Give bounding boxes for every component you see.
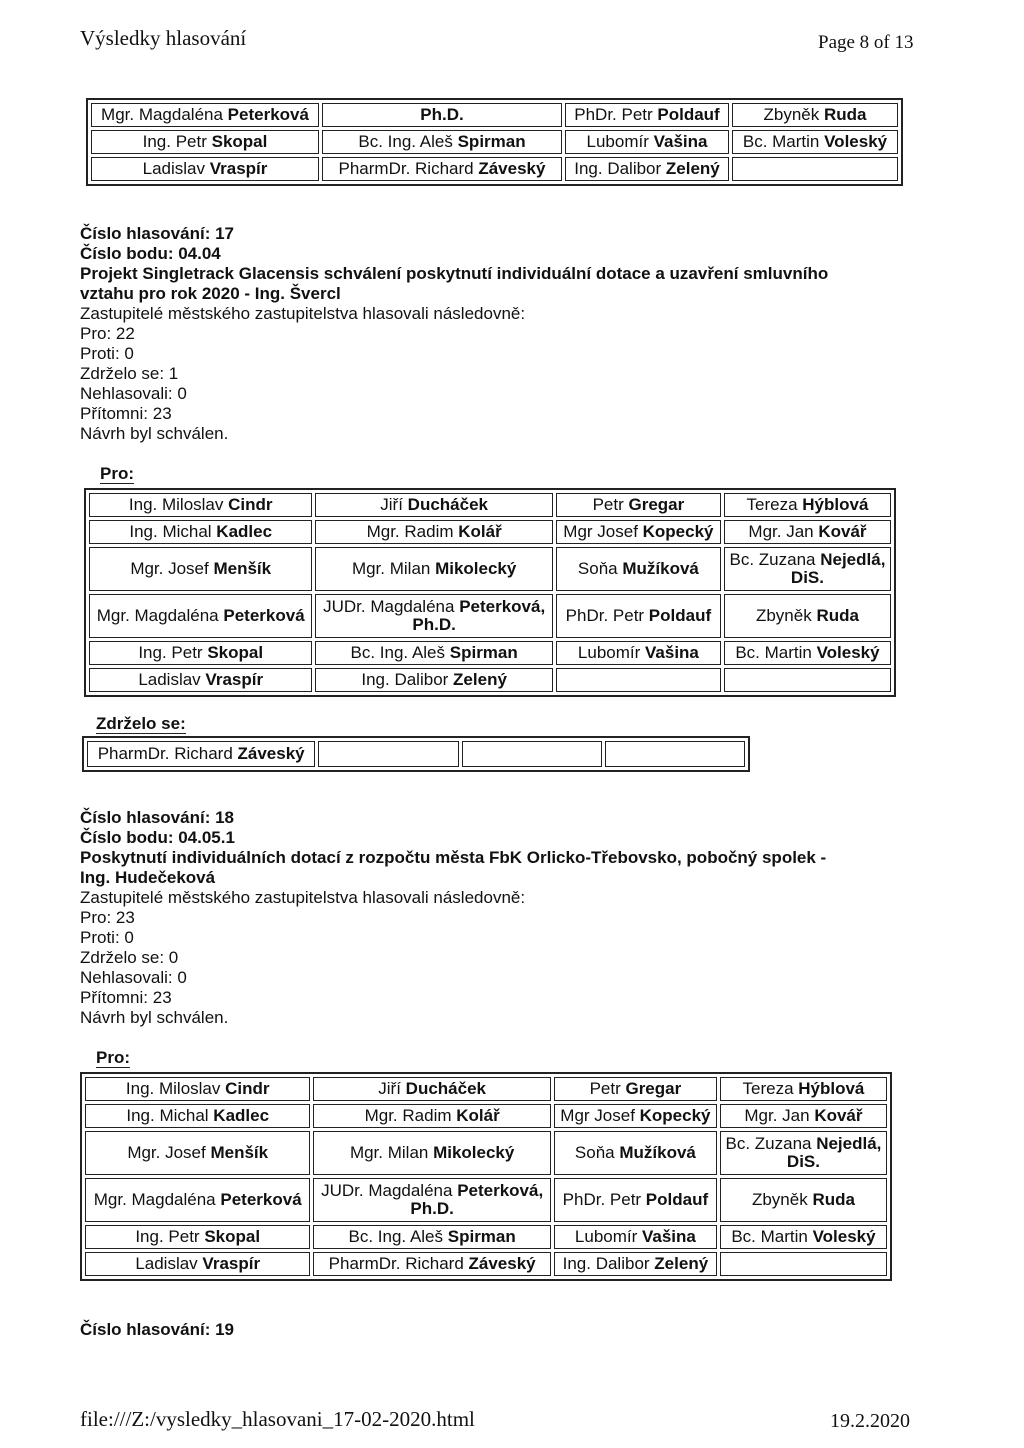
member-surname: Záveský — [468, 1254, 536, 1273]
vote-17-section — [80, 224, 828, 444]
member-surname: Poldauf — [648, 606, 712, 625]
member-title-given-name: Mgr. Magdaléna — [93, 1190, 221, 1209]
member-title-given-name: Jiří — [378, 1079, 406, 1098]
member-title-given-name: JUDr. Magdaléna — [323, 597, 460, 616]
table-row — [89, 668, 891, 692]
member-title-given-name: PharmDr. Richard — [97, 744, 238, 763]
member-surname: Ph.D. — [420, 105, 464, 124]
member-cell — [313, 1252, 550, 1276]
member-title-given-name: Mgr. Josef — [127, 1143, 211, 1162]
member-title-given-name: Mgr. Milan — [349, 1143, 434, 1162]
member-cell — [315, 493, 552, 517]
member-cell — [724, 641, 891, 665]
member-cell — [313, 1104, 550, 1128]
member-title-given-name: Mgr. Jan — [748, 522, 819, 541]
member-surname: Ruda — [816, 606, 859, 625]
member-cell — [724, 547, 891, 591]
member-title-given-name: Ing. Michal — [126, 1106, 214, 1125]
member-cell — [315, 520, 552, 544]
member-cell — [315, 547, 552, 591]
member-title-given-name: Tereza — [742, 1079, 799, 1098]
table-row — [91, 103, 898, 127]
member-cell — [720, 1252, 887, 1276]
member-surname: Vraspír — [209, 159, 268, 178]
member-title-given-name: Bc. Zuzana — [725, 1134, 817, 1153]
member-cell — [322, 130, 562, 154]
table-row — [85, 1178, 887, 1222]
member-surname: Mužíková — [619, 1143, 696, 1162]
member-cell — [89, 641, 312, 665]
member-title-given-name: Ing. Miloslav — [128, 495, 229, 514]
member-cell — [556, 641, 721, 665]
count-nehlasovali: Nehlasovali: 0 — [80, 384, 187, 403]
member-cell — [556, 493, 721, 517]
member-surname: Mikolecký — [433, 1143, 515, 1162]
member-surname: Vašina — [642, 1227, 696, 1246]
vote-title-cont: vztahu pro rok 2020 - Ing. Švercl — [80, 284, 341, 303]
member-surname: Poldauf — [657, 105, 720, 124]
member-title-given-name: Bc. Martin — [731, 1227, 813, 1246]
member-cell — [732, 103, 898, 127]
member-title-given-name: Soňa — [574, 1143, 620, 1162]
member-title-given-name: Zbyněk — [751, 1190, 813, 1209]
member-cell — [732, 157, 898, 181]
member-title-given-name: Petr — [592, 495, 629, 514]
member-title-given-name: Ing. Petr — [135, 1227, 205, 1246]
member-surname: Mužíková — [622, 559, 699, 578]
member-surname: Ducháček — [405, 1079, 486, 1098]
table-row — [87, 741, 745, 767]
member-cell — [724, 594, 891, 638]
member-cell — [85, 1104, 310, 1128]
member-cell — [554, 1077, 717, 1101]
member-title-given-name: Mgr. Milan — [351, 559, 436, 578]
member-surname: Spirman — [447, 1227, 516, 1246]
member-title-given-name: Mgr. Magdaléna — [101, 105, 228, 124]
member-surname: Poldauf — [645, 1190, 709, 1209]
member-surname: Mikolecký — [435, 559, 517, 578]
member-cell — [85, 1225, 310, 1249]
vote-title: Poskytnutí individuálních dotací z rozpočtu města FbK Orlicko-Třebovsko, pobočný spolek - — [80, 848, 827, 867]
member-cell — [565, 103, 729, 127]
table-row — [85, 1252, 887, 1276]
member-title-given-name: Mgr Josef — [560, 1106, 640, 1125]
member-cell — [554, 1225, 717, 1249]
count-proti: Proti: 0 — [80, 928, 134, 947]
member-title-given-name: Mgr Josef — [563, 522, 643, 541]
member-surname: Gregar — [625, 1079, 682, 1098]
vote-17-pro-table — [84, 488, 896, 697]
member-cell — [322, 157, 562, 181]
member-cell — [720, 1225, 887, 1249]
member-cell — [556, 547, 721, 591]
member-title-given-name: Bc. Ing. Aleš — [350, 643, 450, 662]
member-cell — [318, 741, 458, 767]
count-proti: Proti: 0 — [80, 344, 134, 363]
member-title-given-name: Bc. Martin — [742, 132, 825, 151]
member-surname: Voleský — [812, 1227, 876, 1246]
member-surname: Kadlec — [213, 1106, 270, 1125]
member-title-given-name: Lubomír — [577, 643, 646, 662]
vote-intro: Zastupitelé městského zastupitelstva hlasovali následovně: — [80, 304, 526, 323]
member-cell — [556, 594, 721, 638]
member-surname: Zelený — [654, 1254, 709, 1273]
member-surname: Vašina — [645, 643, 699, 662]
member-surname: Skopal — [207, 643, 264, 662]
member-cell — [462, 741, 602, 767]
member-surname: Peterková — [227, 105, 309, 124]
member-title-given-name: Petr — [589, 1079, 626, 1098]
member-surname: Záveský — [237, 744, 305, 763]
member-title-given-name: PharmDr. Richard — [328, 1254, 469, 1273]
member-cell — [556, 668, 721, 692]
member-title-given-name: Zbyněk — [755, 606, 817, 625]
vote-18-pro-table — [80, 1072, 892, 1281]
member-title-given-name: Ladislav — [142, 159, 210, 178]
table-row — [85, 1225, 887, 1249]
member-surname: Kovář — [814, 1106, 863, 1125]
member-cell — [89, 547, 312, 591]
member-cell — [322, 103, 562, 127]
member-surname: Kolář — [456, 1106, 500, 1125]
count-nehlasovali: Nehlasovali: 0 — [80, 968, 187, 987]
member-surname: Spirman — [449, 643, 518, 662]
member-title-given-name: PhDr. Petr — [565, 606, 649, 625]
member-cell — [720, 1178, 887, 1222]
member-title-given-name: Bc. Zuzana — [729, 550, 821, 569]
member-cell — [565, 157, 729, 181]
table-row — [91, 157, 898, 181]
member-surname: Peterková, Ph.D. — [412, 597, 546, 634]
vote-number: Číslo hlasování: 18 — [80, 808, 234, 827]
table-row — [85, 1131, 887, 1175]
footer-url: file:///Z:/vysledky_hlasovani_17-02-2020.html — [80, 1407, 475, 1431]
member-surname: Nejedlá, DiS. — [786, 1134, 882, 1171]
member-surname: Nejedlá, DiS. — [790, 550, 886, 587]
member-surname: Peterková — [223, 606, 305, 625]
vote-18-section — [80, 808, 826, 1028]
member-cell — [89, 520, 312, 544]
member-surname: Zelený — [665, 159, 720, 178]
member-surname: Menšík — [210, 1143, 269, 1162]
member-title-given-name: Mgr. Magdaléna — [96, 606, 224, 625]
vote-result: Návrh byl schválen. — [80, 424, 229, 443]
page-header-title: Výsledky hlasování — [80, 26, 247, 50]
member-title-given-name: Ing. Dalibor — [574, 159, 666, 178]
member-cell — [85, 1131, 310, 1175]
pro-group-label: Pro: — [96, 1048, 130, 1067]
member-cell — [91, 103, 319, 127]
member-surname: Cindr — [228, 495, 273, 514]
count-pritomni: Přítomni: 23 — [80, 988, 172, 1007]
member-cell — [732, 130, 898, 154]
member-surname: Cindr — [225, 1079, 270, 1098]
member-surname: Hýblová — [802, 495, 869, 514]
member-surname: Zelený — [453, 670, 507, 689]
member-cell — [85, 1252, 310, 1276]
count-pro: Pro: 23 — [80, 908, 135, 927]
member-surname: Kopecký — [642, 522, 714, 541]
member-cell — [315, 594, 552, 638]
member-title-given-name: PhDr. Petr — [574, 105, 658, 124]
footer-date: 19.2.2020 — [830, 1410, 910, 1432]
table-row — [89, 641, 891, 665]
member-surname: Ruda — [823, 105, 867, 124]
member-title-given-name: PhDr. Petr — [562, 1190, 646, 1209]
member-title-given-name: PharmDr. Richard — [338, 159, 479, 178]
member-surname: Kovář — [818, 522, 867, 541]
member-surname: Gregar — [628, 495, 685, 514]
member-cell — [554, 1131, 717, 1175]
member-cell — [313, 1077, 550, 1101]
member-title-given-name: Ing. Miloslav — [125, 1079, 226, 1098]
table-row — [89, 594, 891, 638]
member-title-given-name: Lubomír — [574, 1227, 642, 1246]
member-cell — [85, 1178, 310, 1222]
count-pritomni: Přítomni: 23 — [80, 404, 172, 423]
member-cell — [720, 1131, 887, 1175]
member-title-given-name: Soňa — [577, 559, 623, 578]
member-title-given-name: Tereza — [746, 495, 803, 514]
member-surname: Kadlec — [216, 522, 273, 541]
member-cell — [724, 493, 891, 517]
member-cell — [720, 1104, 887, 1128]
zdrzelo-group-label: Zdrželo se: — [96, 714, 186, 733]
member-cell — [565, 130, 729, 154]
member-title-given-name: Ing. Dalibor — [361, 670, 454, 689]
member-title-given-name: Mgr. Radim — [364, 1106, 457, 1125]
member-title-given-name: Bc. Martin — [735, 643, 817, 662]
member-surname: Ruda — [812, 1190, 855, 1209]
member-title-given-name: Ing. Dalibor — [562, 1254, 655, 1273]
table-row — [89, 547, 891, 591]
member-title-given-name: Ing. Michal — [129, 522, 217, 541]
member-cell — [313, 1131, 550, 1175]
member-title-given-name: Ing. Petr — [142, 132, 212, 151]
member-surname: Skopal — [204, 1227, 261, 1246]
table-row — [85, 1077, 887, 1101]
member-surname: Menšík — [213, 559, 272, 578]
count-zdrzelo: Zdrželo se: 0 — [80, 948, 179, 967]
carryover-vote-table — [86, 98, 903, 186]
vote-result: Návrh byl schválen. — [80, 1008, 229, 1027]
member-surname: Peterková, Ph.D. — [410, 1181, 544, 1218]
member-cell — [554, 1178, 717, 1222]
member-surname: Kolář — [458, 522, 502, 541]
member-title-given-name: Mgr. Josef — [130, 559, 214, 578]
member-surname: Spirman — [457, 132, 526, 151]
vote-title-cont: Ing. Hudečeková — [80, 868, 216, 887]
member-title-given-name: Bc. Ing. Aleš — [358, 132, 458, 151]
member-title-given-name: Ladislav — [135, 1254, 203, 1273]
member-surname: Záveský — [478, 159, 546, 178]
count-zdrzelo: Zdrželo se: 1 — [80, 364, 179, 383]
member-surname: Vraspír — [205, 670, 264, 689]
member-cell — [724, 520, 891, 544]
vote-17-zdrzelo-table — [82, 736, 750, 772]
member-cell — [554, 1104, 717, 1128]
member-cell — [89, 493, 312, 517]
member-surname: Voleský — [824, 132, 888, 151]
page-number: Page 8 of 13 — [818, 32, 914, 53]
member-cell — [91, 130, 319, 154]
item-number: Číslo bodu: 04.04 — [80, 244, 221, 263]
member-surname: Skopal — [211, 132, 268, 151]
pro-group-label: Pro: — [100, 464, 134, 483]
member-title-given-name: Mgr. Jan — [744, 1106, 815, 1125]
vote-number: Číslo hlasování: 17 — [80, 224, 234, 243]
member-title-given-name: Lubomír — [586, 132, 654, 151]
member-surname: Vraspír — [202, 1254, 261, 1273]
member-cell — [89, 594, 312, 638]
member-cell — [724, 668, 891, 692]
member-cell — [313, 1178, 550, 1222]
member-title-given-name: Jiří — [380, 495, 408, 514]
table-row — [91, 130, 898, 154]
member-surname: Hýblová — [798, 1079, 865, 1098]
member-surname: Voleský — [816, 643, 880, 662]
member-cell — [87, 741, 315, 767]
member-title-given-name: Ing. Petr — [138, 643, 208, 662]
vote-19-number: Číslo hlasování: 19 — [80, 1320, 234, 1339]
member-cell — [91, 157, 319, 181]
table-row — [85, 1104, 887, 1128]
member-surname: Peterková — [220, 1190, 302, 1209]
member-cell — [605, 741, 745, 767]
member-cell — [315, 641, 552, 665]
item-number: Číslo bodu: 04.05.1 — [80, 828, 235, 847]
member-cell — [89, 668, 312, 692]
member-surname: Ducháček — [407, 495, 488, 514]
member-cell — [554, 1252, 717, 1276]
table-row — [89, 520, 891, 544]
member-cell — [720, 1077, 887, 1101]
vote-intro: Zastupitelé městského zastupitelstva hlasovali následovně: — [80, 888, 526, 907]
vote-title: Projekt Singletrack Glacensis schválení poskytnutí individuální dotace a uzavření smluvního — [80, 264, 829, 283]
count-pro: Pro: 22 — [80, 324, 135, 343]
member-surname: Kopecký — [639, 1106, 711, 1125]
member-cell — [556, 520, 721, 544]
member-cell — [315, 668, 552, 692]
member-title-given-name: Zbyněk — [763, 105, 824, 124]
member-title-given-name: Bc. Ing. Aleš — [348, 1227, 448, 1246]
member-title-given-name: Ladislav — [138, 670, 206, 689]
member-title-given-name: Mgr. Radim — [366, 522, 459, 541]
member-cell — [85, 1077, 310, 1101]
table-row — [89, 493, 891, 517]
member-surname: Vašina — [653, 132, 708, 151]
member-title-given-name: JUDr. Magdaléna — [321, 1181, 458, 1200]
member-cell — [313, 1225, 550, 1249]
